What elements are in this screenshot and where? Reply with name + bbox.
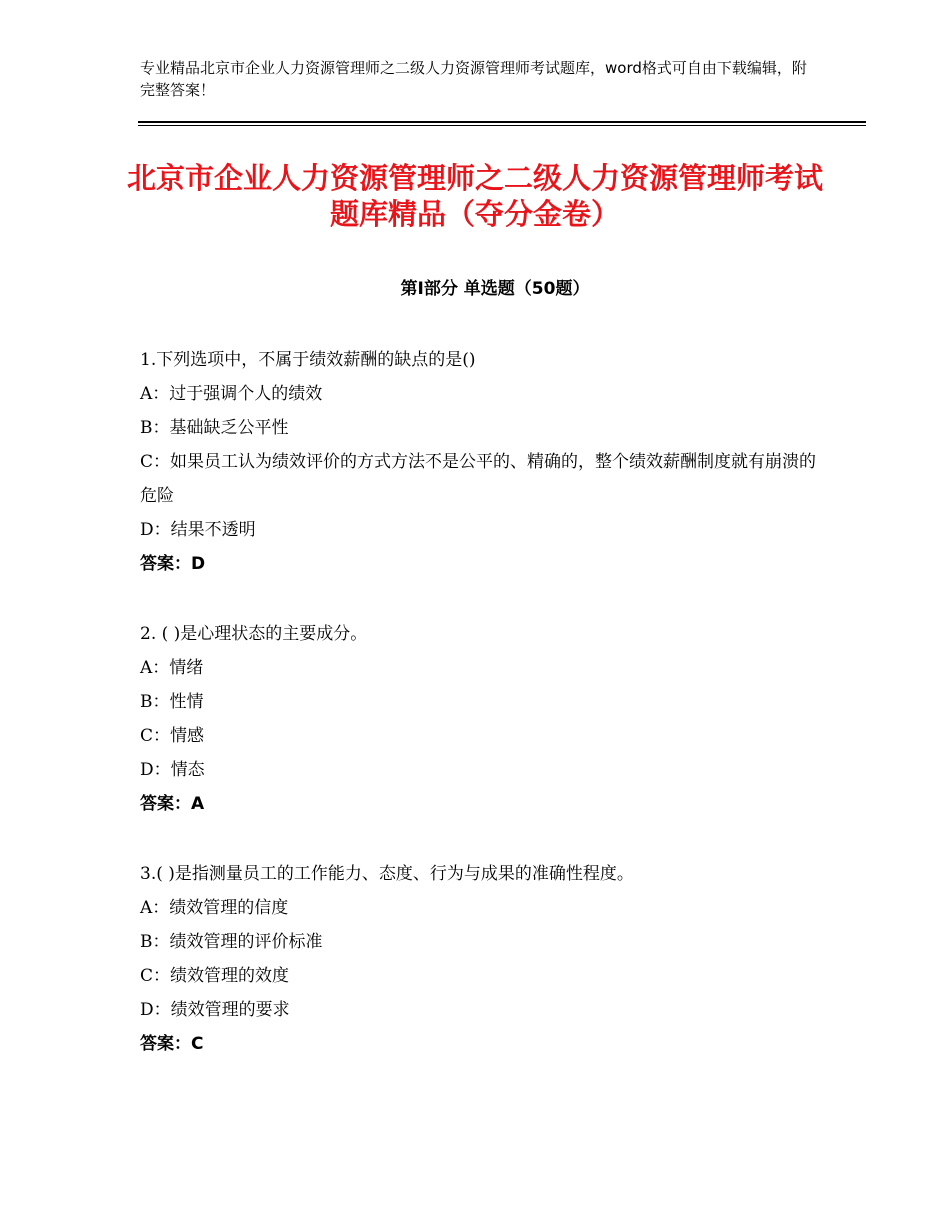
option-a: A：过于强调个人的绩效 xyxy=(140,384,323,404)
question-3 xyxy=(140,857,820,1061)
question-2 xyxy=(140,617,820,821)
document-title: 北京市企业人力资源管理师之二级人力资源管理师考试题库精品（夺分金卷） xyxy=(126,161,823,231)
option-d: D：结果不透明 xyxy=(140,520,256,540)
answer-label: 答案：A xyxy=(140,794,205,814)
option-b: B：性情 xyxy=(140,692,204,712)
option-b: B：基础缺乏公平性 xyxy=(140,418,289,438)
section-title: 第Ⅰ部分 单选题（50题） xyxy=(400,279,590,299)
header-divider-thin xyxy=(138,125,866,126)
option-c: C：情感 xyxy=(140,726,205,746)
answer-label: 答案：D xyxy=(140,554,206,574)
header-divider-thick xyxy=(138,121,866,123)
option-a: A：绩效管理的信度 xyxy=(140,898,289,918)
question-list xyxy=(140,343,820,1097)
question-stem: 3.( )是指测量员工的工作能力、态度、行为与成果的准确性程度。 xyxy=(140,864,634,884)
option-b: B：绩效管理的评价标准 xyxy=(140,932,323,952)
option-c: C：如果员工认为绩效评价的方式方法不是公平的、精确的，整个绩效薪酬制度就有崩溃的危险 xyxy=(140,452,817,506)
option-a: A：情绪 xyxy=(140,658,204,678)
question-stem: 2. ( )是心理状态的主要成分。 xyxy=(140,624,368,644)
question-stem: 1.下列选项中，不属于绩效薪酬的缺点的是() xyxy=(140,350,476,370)
option-c: C：绩效管理的效度 xyxy=(140,966,290,986)
answer-label: 答案：C xyxy=(140,1034,204,1054)
option-d: D：绩效管理的要求 xyxy=(140,1000,290,1020)
question-1 xyxy=(140,343,820,581)
option-d: D：情态 xyxy=(140,760,205,780)
header-note: 专业精品北京市企业人力资源管理师之二级人力资源管理师考试题库，word格式可自由下载编辑，附完整答案！ xyxy=(140,59,807,99)
